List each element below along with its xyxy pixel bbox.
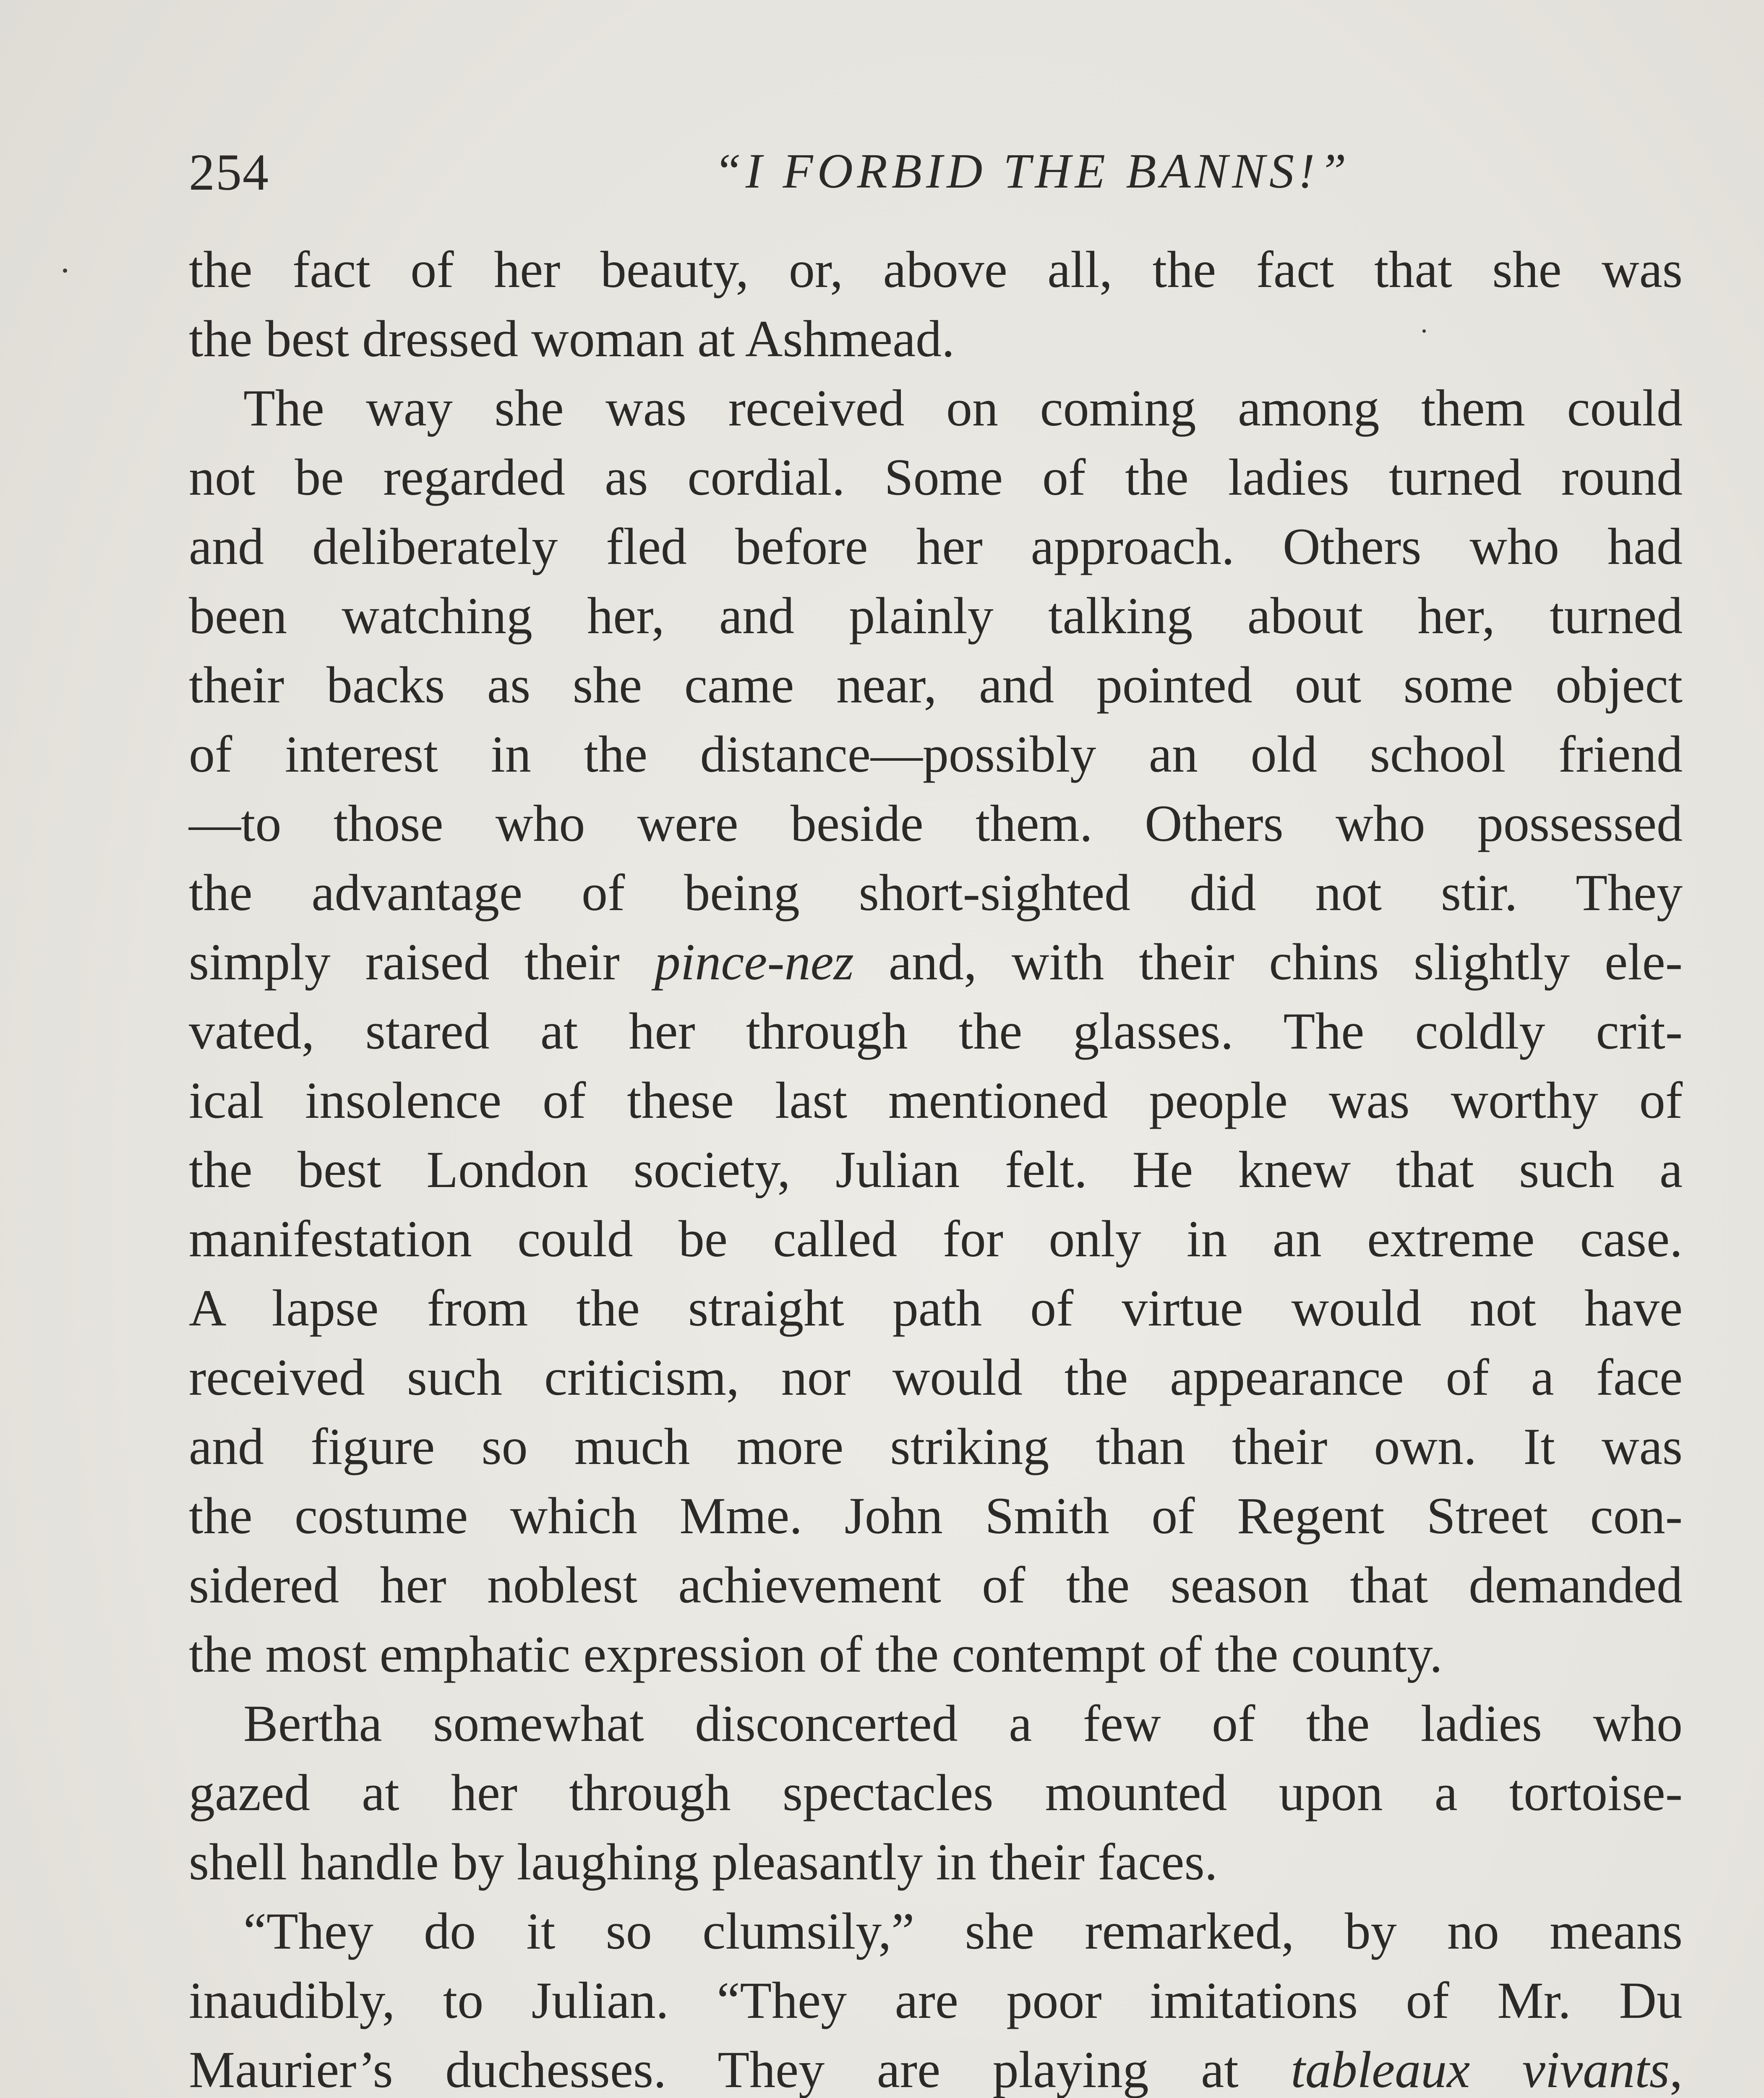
text-line: “They do it so clumsily,” she remarked, by no means: [243, 1902, 1683, 1960]
text-line: [189, 2035, 1683, 2098]
text-line: [189, 927, 1683, 997]
text-line: vated, stared at her through the glasses. The coldly crit-: [189, 1002, 1683, 1060]
italic-phrase: tableaux vivants: [1291, 2041, 1670, 2098]
text-line: Bertha somewhat disconcerted a few of the ladies who: [243, 1695, 1683, 1752]
text-line: A lapse from the straight path of virtue would not have: [189, 1279, 1683, 1337]
italic-phrase: pince-nez: [654, 933, 854, 991]
text-line: the best London society, Julian felt. He knew that such a: [189, 1141, 1683, 1198]
text-line: their backs as she came near, and pointed out some object: [189, 656, 1683, 714]
text-line: not be regarded as cordial. Some of the ladies turned round: [189, 449, 1683, 506]
text-line: gazed at her through spectacles mounted upon a tortoise-: [189, 1764, 1683, 1821]
text-line: the advantage of being short-sighted did not stir. They: [189, 864, 1683, 921]
text-line: shell handle by laughing pleasantly in their faces.: [189, 1833, 1218, 1891]
text-line: the best dressed woman at Ashmead.: [189, 310, 955, 368]
text-segment: simply raised their: [189, 933, 655, 991]
text-line: sidered her noblest achievement of the season that demanded: [189, 1556, 1683, 1614]
text-segment: and, with their chins slightly ele-: [853, 933, 1683, 991]
text-segment: Maurier’s duchesses. They are playing at: [189, 2041, 1291, 2098]
running-head: [189, 126, 1683, 210]
text-line: The way she was received on coming among them could: [243, 379, 1683, 437]
text-segment: ,: [1670, 2041, 1683, 2098]
text-line: been watching her, and plainly talking about her, turned: [189, 587, 1683, 645]
text-line: ical insolence of these last mentioned people was worthy of: [189, 1072, 1683, 1129]
text-line: the fact of her beauty, or, above all, the fact that she was: [189, 241, 1683, 298]
running-title: “I FORBID THE BANNS!”: [714, 144, 1351, 198]
body-text: [189, 235, 1683, 2098]
text-line: —to those who were beside them. Others who possessed: [189, 795, 1683, 852]
text-line: received such criticism, nor would the appearance of a face: [189, 1349, 1683, 1406]
text-line: manifestation could be called for only in an extreme case.: [189, 1210, 1683, 1268]
text-line: the most emphatic expression of the contempt of the county.: [189, 1626, 1443, 1683]
paper-speck: [63, 269, 67, 273]
text-line: inaudibly, to Julian. “They are poor imitations of Mr. Du: [189, 1972, 1683, 2029]
text-line: and figure so much more striking than their own. It was: [189, 1418, 1683, 1475]
text-line: and deliberately fled before her approach. Others who had: [189, 518, 1683, 575]
text-line: the costume which Mme. John Smith of Regent Street con-: [189, 1487, 1683, 1545]
page-number: 254: [189, 144, 269, 201]
text-line: of interest in the distance—possibly an old school friend: [189, 725, 1683, 783]
